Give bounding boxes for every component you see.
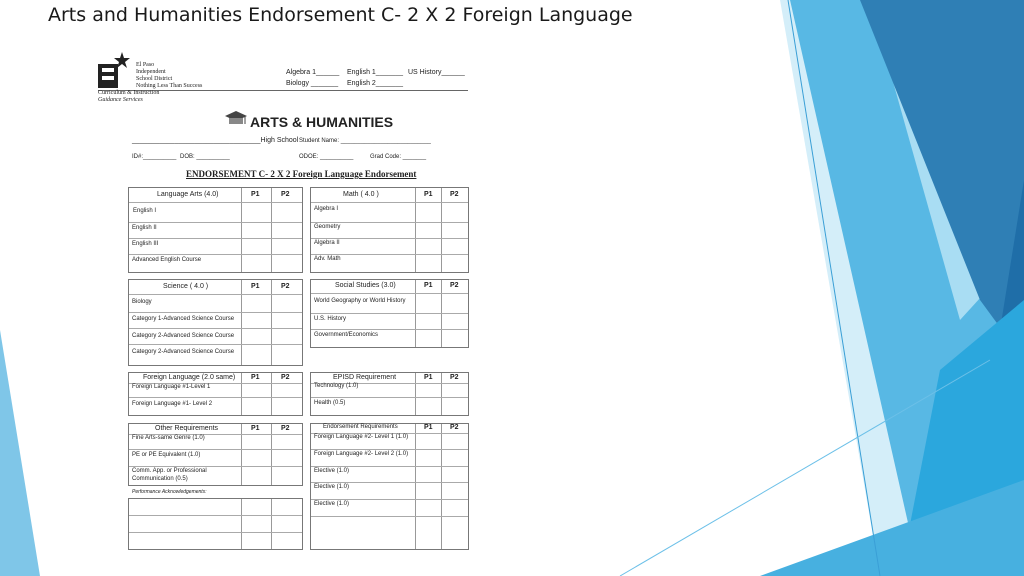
algebra-field[interactable]: Algebra 1______: [286, 69, 340, 76]
other-requirements-table: [128, 423, 303, 486]
episd-star-logo-icon: [98, 52, 130, 90]
form-title: ARTS & HUMANITIES: [250, 114, 394, 130]
district-line-3: School District: [136, 76, 173, 82]
course-us-history: U.S. History: [314, 316, 347, 322]
odoe-field[interactable]: ODOE: __________: [299, 154, 354, 160]
science-p2: P2: [281, 283, 290, 290]
dept-guidance: Guidance Services: [98, 97, 143, 103]
district-line-1: El Paso: [136, 62, 155, 68]
graduation-cap-icon: [223, 108, 249, 128]
course-science-cat2b: Category 2-Advanced Science Course: [132, 349, 235, 355]
course-biology: Biology: [132, 299, 152, 305]
id-field[interactable]: ID#:__________: [132, 154, 177, 160]
course-science-cat1: Category 1-Advanced Science Course: [132, 316, 235, 322]
language-arts-header: Language Arts (4.0): [157, 191, 219, 198]
other-requirements-p1: P1: [251, 425, 260, 432]
language-arts-p2: P2: [281, 191, 290, 198]
course-world-geography: World Geography or World History: [314, 298, 406, 304]
district-name: [136, 62, 202, 90]
social-studies-table: [310, 279, 469, 348]
us-history-field[interactable]: US History______: [408, 69, 465, 76]
biology-field[interactable]: Biology _______: [286, 80, 339, 87]
foreign-language-table: [128, 372, 303, 416]
course-government: Government/Economics: [314, 332, 379, 338]
course-communication: Communication (0.5): [132, 476, 188, 482]
language-arts-p1: P1: [251, 191, 260, 198]
science-table: [128, 279, 303, 366]
foreign-language-p1: P1: [251, 374, 260, 381]
science-header: Science ( 4.0 ): [163, 283, 209, 290]
foreign-language-p2: P2: [281, 374, 290, 381]
student-name-field[interactable]: Student Name: ___________________________: [299, 138, 431, 144]
course-health: Health (0.5): [314, 400, 346, 406]
performance-label: Performance Acknowledgements:: [132, 489, 207, 495]
foreign-language-header: Foreign Language (2.0 same): [143, 374, 236, 381]
course-fl2-level2: Foreign Language #2- Level 2 (1.0): [314, 451, 409, 457]
performance-table: [128, 498, 303, 550]
course-pe: PE or PE Equivalent (1.0): [132, 452, 201, 458]
course-science-cat2a: Category 2-Advanced Science Course: [132, 333, 235, 339]
social-studies-p1: P1: [424, 282, 433, 289]
episd-requirement-table: [310, 372, 469, 416]
course-geometry: Geometry: [314, 224, 341, 230]
english2-field[interactable]: English 2_______: [347, 80, 404, 87]
social-studies-p2: P2: [450, 282, 459, 289]
language-arts-table: [128, 187, 303, 273]
endorsement-title: ENDORSEMENT C- 2 X 2 Foreign Language Endorsement: [186, 169, 417, 179]
episd-header: EPISD Requirement: [333, 374, 397, 381]
math-p1: P1: [424, 191, 433, 198]
social-studies-header: Social Studies (3.0): [335, 282, 396, 289]
other-requirements-p2: P2: [281, 425, 290, 432]
endorsement-p2: P2: [450, 424, 459, 431]
slide-title: Arts and Humanities Endorsement C- 2 X 2 Foreign Language: [48, 4, 633, 26]
course-fine-arts: Fine Arts-same Genre (1.0): [132, 435, 205, 441]
math-p2: P2: [450, 191, 459, 198]
grad-code-field[interactable]: Grad Code: _______: [370, 154, 427, 160]
course-elective-3: Elective (1.0): [314, 501, 350, 507]
district-motto: Nothing Less Than Success: [136, 83, 203, 89]
district-line-2: Independent: [136, 69, 166, 75]
course-english-2: English II: [132, 225, 157, 231]
course-adv-math: Adv. Math: [314, 256, 341, 262]
english1-field[interactable]: English 1_______: [347, 69, 404, 76]
course-advanced-english: Advanced English Course: [132, 257, 202, 263]
episd-p2: P2: [450, 374, 459, 381]
course-english-1: English I: [133, 208, 157, 214]
course-english-3: English III: [132, 241, 159, 247]
endorsement-header: Endorsement Requirements: [323, 424, 398, 430]
course-elective-2: Elective (1.0): [314, 484, 350, 490]
course-elective-1: Elective (1.0): [314, 468, 350, 474]
dept-curriculum: Curriculum & Instruction: [98, 90, 160, 96]
course-algebra-2: Algebra II: [314, 240, 340, 246]
endorsement-requirements-table: [310, 423, 469, 550]
other-requirements-header: Other Requirements: [155, 425, 219, 432]
course-fl1-level2: Foreign Language #1- Level 2: [132, 401, 213, 407]
course-technology: Technology (1.0): [314, 383, 359, 389]
left-accent-shape: [0, 330, 40, 576]
course-algebra-1: Algebra I: [314, 206, 339, 212]
dob-field[interactable]: DOB: __________: [180, 154, 230, 160]
endorsement-p1: P1: [424, 424, 433, 431]
course-fl1-level1: Foreign Language #1-Level 1: [132, 384, 211, 390]
math-header: Math ( 4.0 ): [343, 191, 379, 198]
science-p1: P1: [251, 283, 260, 290]
episd-p1: P1: [424, 374, 433, 381]
course-comm-app: Comm. App. or Professional: [132, 468, 207, 474]
course-fl2-level1: Foreign Language #2- Level 1 (1.0): [314, 434, 409, 440]
high-school-field[interactable]: _________________________________High School: [132, 137, 299, 144]
math-table: [310, 187, 469, 273]
